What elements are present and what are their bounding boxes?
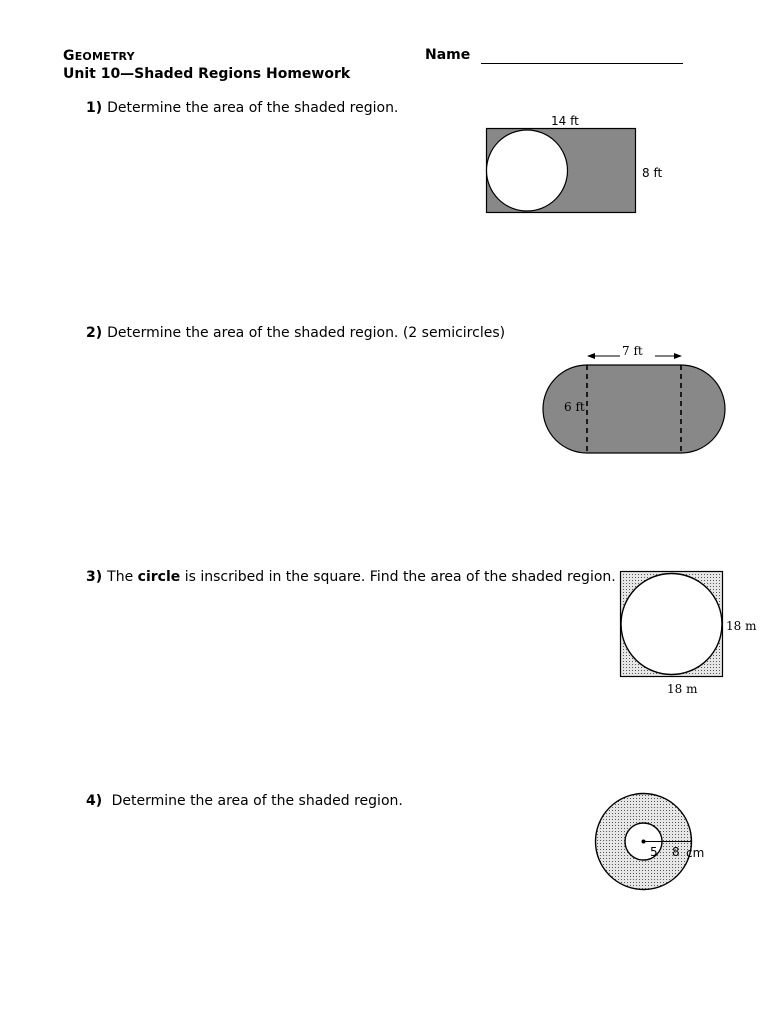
question-2 (86, 325, 505, 341)
question-3 (86, 569, 616, 585)
arrow-head-icon (587, 353, 595, 359)
center-point (642, 840, 646, 844)
question-number: 3) (86, 569, 103, 585)
unit-title: Unit 10—Shaded Regions Homework (63, 66, 351, 82)
arrow-head-icon (674, 353, 682, 359)
name-label: Name (425, 47, 471, 63)
question-4 (86, 793, 403, 809)
dimension-label: 18 m (667, 682, 698, 696)
question-text: The (107, 569, 134, 585)
question-text: Determine the area of the shaded region. (2 semicircles) (107, 325, 506, 341)
circle-cutout (487, 130, 568, 211)
dimension-label: 14 ft (551, 114, 579, 128)
figure-annulus (594, 792, 694, 892)
dimension-label: 8 ft (642, 166, 663, 180)
radius-label: 8 (672, 845, 680, 859)
dimension-label: 7 ft (622, 344, 643, 358)
figure-inscribed-circle (620, 571, 724, 678)
unit-label: cm (686, 846, 705, 860)
inscribed-circle (621, 574, 722, 675)
question-number: 2) (86, 325, 103, 341)
course-title: GEOMETRY (63, 48, 135, 64)
question-text-bold: circle (137, 569, 181, 585)
radius-label: 5 (650, 845, 658, 859)
dimension-label: 18 m (726, 619, 757, 633)
dimension-label: 6 ft (564, 400, 585, 414)
question-text: Determine the area of the shaded region. (107, 100, 399, 116)
question-text: is inscribed in the square. Find the area of the shaded region. (184, 569, 616, 585)
question-number: 4) (86, 793, 103, 809)
question-number: 1) (86, 100, 103, 116)
question-1 (86, 100, 398, 116)
question-text: Determine the area of the shaded region. (111, 793, 403, 809)
name-field[interactable] (481, 49, 683, 64)
figure-rect-circle (486, 128, 638, 214)
